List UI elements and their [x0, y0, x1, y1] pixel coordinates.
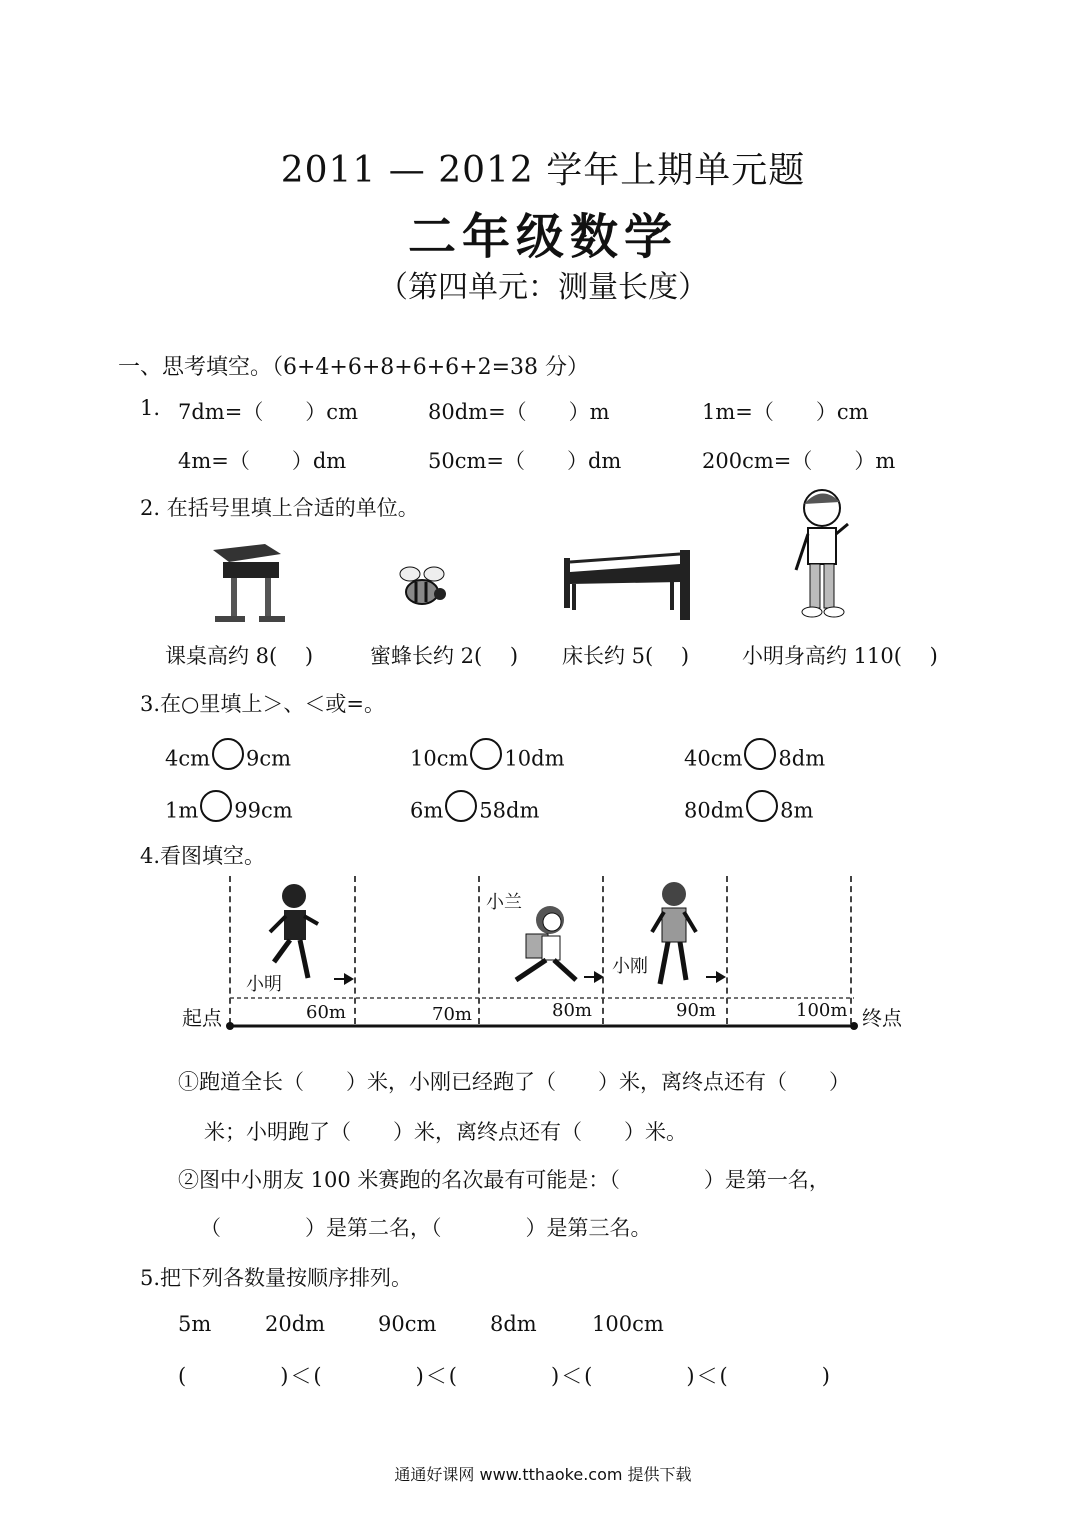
q1-number: 1. [140, 396, 161, 420]
q1-item: 7dm=（ ）cm [178, 400, 358, 424]
q2-prompt: 2. 在括号里填上合适的单位。 [140, 496, 419, 520]
compare-right: 99cm [234, 798, 293, 823]
distance-label: 90m [676, 1000, 716, 1021]
q1-item: 4m=（ ）dm [178, 449, 347, 473]
q5-prompt: 5.把下列各数量按顺序排列。 [140, 1266, 413, 1290]
compare-left: 80dm [684, 798, 745, 823]
compare-row [684, 744, 825, 776]
compare-left: 10cm [410, 746, 469, 771]
q5-quantity: 5m [178, 1312, 212, 1336]
q5-quantity: 100cm [592, 1312, 664, 1336]
compare-row [410, 744, 564, 776]
distance-label: 100m [796, 1000, 848, 1021]
q5-quantity: 20dm [265, 1312, 326, 1336]
compare-circle[interactable] [470, 738, 502, 770]
runner-label-xiaogang: 小刚 [612, 956, 648, 977]
end-label: 终点 [862, 1006, 902, 1030]
q4-sub2-line1: ②图中小朋友 100 米赛跑的名次最有可能是：（ ）是第一名， [178, 1168, 830, 1192]
compare-right: 8m [780, 798, 814, 823]
q4-sub2-line2: （ ）是第二名，（ ）是第三名。 [200, 1216, 652, 1240]
q2-item-desk: 课桌高约 8( ) [165, 644, 314, 668]
q5-quantity: 8dm [490, 1312, 537, 1336]
subject-title: 二年级数学 [407, 209, 678, 265]
compare-circle[interactable] [212, 738, 244, 770]
q5-quantity: 90cm [378, 1312, 437, 1336]
compare-circle[interactable] [445, 790, 477, 822]
compare-left: 1m [165, 798, 199, 823]
footer-text: 通通好课网 www.tthaoke.com 提供下载 [394, 1465, 692, 1484]
section-heading: 一、思考填空。（6+4+6+8+6+6+2=38 分） [118, 355, 590, 380]
compare-row [684, 796, 813, 828]
q5-order-line: ( )＜( )＜( )＜( )＜( ) [178, 1364, 832, 1388]
q2-item-bed: 床长约 5( ) [562, 644, 690, 668]
compare-row [165, 744, 291, 776]
q4-prompt: 4.看图填空。 [140, 844, 266, 868]
q4-sub1-line1: ①跑道全长（ ）米，小刚已经跑了（ ）米，离终点还有（ ） [178, 1070, 850, 1094]
compare-left: 6m [410, 798, 444, 823]
compare-right: 8dm [778, 746, 826, 771]
desk-image [205, 540, 285, 630]
compare-right: 10dm [504, 746, 565, 771]
compare-row [165, 796, 293, 828]
bed-image [562, 548, 694, 624]
runner-xiaolan-image [506, 906, 584, 990]
distance-label: 70m [432, 1004, 472, 1025]
distance-label: 80m [552, 1000, 592, 1021]
q1-item: 80dm=（ ）m [428, 400, 610, 424]
q1-item: 200cm=（ ）m [702, 449, 896, 473]
q1-item: 1m=（ ）cm [702, 400, 869, 424]
boy-image [790, 484, 856, 624]
distance-label: 60m [306, 1002, 346, 1023]
runner-xiaogang-image [646, 880, 706, 990]
q1-item: 50cm=（ ）dm [428, 449, 622, 473]
compare-circle[interactable] [200, 790, 232, 822]
compare-circle[interactable] [744, 738, 776, 770]
arrow-icon [584, 970, 606, 984]
arrow-icon [706, 970, 728, 984]
runner-label-xiaoming: 小明 [246, 974, 282, 995]
year-title: 2011 — 2012 学年上期单元题 [280, 150, 806, 191]
q2-item-height: 小明身高约 110( ) [742, 644, 938, 668]
q3-prompt: 3.在○里填上＞、＜或=。 [140, 692, 385, 716]
bee-image [392, 562, 452, 614]
compare-right: 58dm [479, 798, 540, 823]
compare-row [410, 796, 539, 828]
q2-item-bee: 蜜蜂长约 2( ) [370, 644, 519, 668]
compare-circle[interactable] [746, 790, 778, 822]
q4-sub1-line2: 米；小明跑了（ ）米，离终点还有（ ）米。 [204, 1120, 687, 1144]
compare-right: 9cm [246, 746, 292, 771]
compare-left: 40cm [684, 746, 743, 771]
compare-left: 4cm [165, 746, 211, 771]
start-label: 起点 [182, 1006, 222, 1030]
runner-label-xiaolan: 小兰 [486, 892, 522, 913]
arrow-icon [334, 972, 356, 986]
unit-title: （第四单元：测量长度） [378, 270, 708, 305]
